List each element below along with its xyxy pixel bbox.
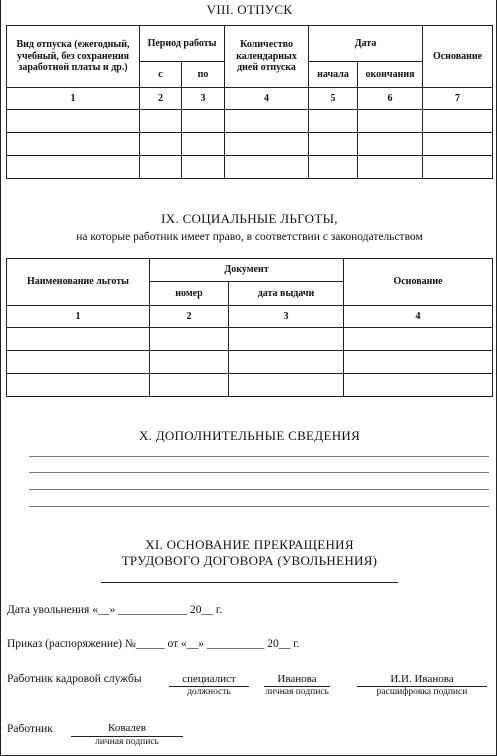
column-number: 4 xyxy=(344,306,493,328)
table-cell[interactable] xyxy=(7,133,140,156)
table-cell[interactable] xyxy=(358,133,423,156)
table-cell[interactable] xyxy=(150,351,229,374)
benefits-table xyxy=(6,258,493,397)
benefits-title: IX. СОЦИАЛЬНЫЕ ЛЬГОТЫ, xyxy=(161,211,338,226)
hr-name-value[interactable]: И.И. Иванова xyxy=(390,673,454,685)
table-cell[interactable] xyxy=(140,156,182,179)
column-number: 1 xyxy=(7,306,150,328)
dismissal-date-field[interactable]: Дата увольнения «__» ____________ 20__ г. xyxy=(7,604,223,616)
table-cell[interactable] xyxy=(229,351,344,374)
table-cell[interactable] xyxy=(225,133,309,156)
table-row xyxy=(7,351,493,374)
vacation-table xyxy=(6,25,493,179)
column-number: 6 xyxy=(358,88,423,110)
column-number: 3 xyxy=(182,88,225,110)
table-row xyxy=(7,328,493,351)
column-number: 7 xyxy=(423,88,493,110)
table-cell[interactable] xyxy=(150,328,229,351)
termination-basis-line[interactable] xyxy=(101,582,398,583)
header-issue-date: дата выдачи xyxy=(229,282,344,306)
table-cell[interactable] xyxy=(182,110,225,133)
vacation-title: VIII. ОТПУСК xyxy=(206,2,293,17)
table-cell[interactable] xyxy=(7,156,140,179)
table-row xyxy=(7,374,493,397)
table-cell[interactable] xyxy=(229,374,344,397)
header-benefit-name: Наименование льготы xyxy=(7,259,150,306)
column-number: 2 xyxy=(140,88,182,110)
table-cell[interactable] xyxy=(358,110,423,133)
table-cell[interactable] xyxy=(225,110,309,133)
additional-info-line[interactable] xyxy=(29,489,489,490)
table-row xyxy=(7,133,493,156)
header-basis: Основание xyxy=(423,26,493,88)
additional-info-title: X. ДОПОЛНИТЕЛЬНЫЕ СВЕДЕНИЯ xyxy=(138,428,361,443)
benefits-subtitle: на которые работник имеет право, в соответствии с законодательством xyxy=(76,231,423,243)
table-cell[interactable] xyxy=(7,351,150,374)
header-work-period: Период работы xyxy=(140,26,225,62)
header-start: начала xyxy=(309,62,358,88)
table-cell[interactable] xyxy=(423,156,493,179)
header-document-number: номер xyxy=(150,282,229,306)
table-cell[interactable] xyxy=(225,156,309,179)
table-cell[interactable] xyxy=(423,133,493,156)
termination-title-line2: ТРУДОВОГО ДОГОВОРА (УВОЛЬНЕНИЯ) xyxy=(121,553,378,568)
header-to: по xyxy=(182,62,225,88)
header-vacation-type: Вид отпуска (ежегодный, учебный, без сохранения заработной платы и др.) xyxy=(7,26,140,88)
column-number: 3 xyxy=(229,306,344,328)
table-cell[interactable] xyxy=(7,328,150,351)
header-end: окончания xyxy=(358,62,423,88)
hr-employee-label: Работник кадровой службы xyxy=(7,673,142,685)
hr-name-caption: расшифровка подписи xyxy=(376,687,468,697)
table-cell[interactable] xyxy=(309,110,358,133)
table-cell[interactable] xyxy=(229,328,344,351)
header-from: с xyxy=(140,62,182,88)
column-number: 2 xyxy=(150,306,229,328)
header-date: Дата xyxy=(309,26,423,62)
table-cell[interactable] xyxy=(358,156,423,179)
hr-signature-value[interactable]: Иванова xyxy=(277,673,317,685)
employee-label: Работник xyxy=(7,723,53,735)
employee-signature-caption: личная подпись xyxy=(95,737,159,747)
hr-signature-caption: личная подпись xyxy=(265,687,329,697)
table-cell[interactable] xyxy=(309,156,358,179)
table-row xyxy=(7,156,493,179)
table-cell[interactable] xyxy=(344,351,493,374)
table-cell[interactable] xyxy=(140,110,182,133)
employee-signature-value[interactable]: Ковалев xyxy=(108,722,146,734)
table-cell[interactable] xyxy=(7,110,140,133)
additional-info-line[interactable] xyxy=(29,456,489,457)
column-number: 1 xyxy=(7,88,140,110)
additional-info-line[interactable] xyxy=(29,472,489,473)
column-number: 4 xyxy=(225,88,309,110)
column-number: 5 xyxy=(309,88,358,110)
hr-position-value[interactable]: специалист xyxy=(182,673,236,685)
table-cell[interactable] xyxy=(182,156,225,179)
table-row xyxy=(7,110,493,133)
termination-title-line1: XI. ОСНОВАНИЕ ПРЕКРАЩЕНИЯ xyxy=(145,537,354,552)
table-cell[interactable] xyxy=(309,133,358,156)
hr-position-caption: должность xyxy=(187,687,231,697)
table-cell[interactable] xyxy=(182,133,225,156)
table-cell[interactable] xyxy=(7,374,150,397)
header-basis: Основание xyxy=(344,259,493,306)
additional-info-line[interactable] xyxy=(29,506,489,507)
table-cell[interactable] xyxy=(140,133,182,156)
table-cell[interactable] xyxy=(344,374,493,397)
order-field[interactable]: Приказ (распоряжение) №_____ от «__» __________ 20__ г. xyxy=(7,638,300,650)
header-days-count: Количество календарных дней отпуска xyxy=(225,26,309,88)
table-cell[interactable] xyxy=(150,374,229,397)
table-cell[interactable] xyxy=(423,110,493,133)
header-document: Документ xyxy=(150,259,344,282)
table-cell[interactable] xyxy=(344,328,493,351)
